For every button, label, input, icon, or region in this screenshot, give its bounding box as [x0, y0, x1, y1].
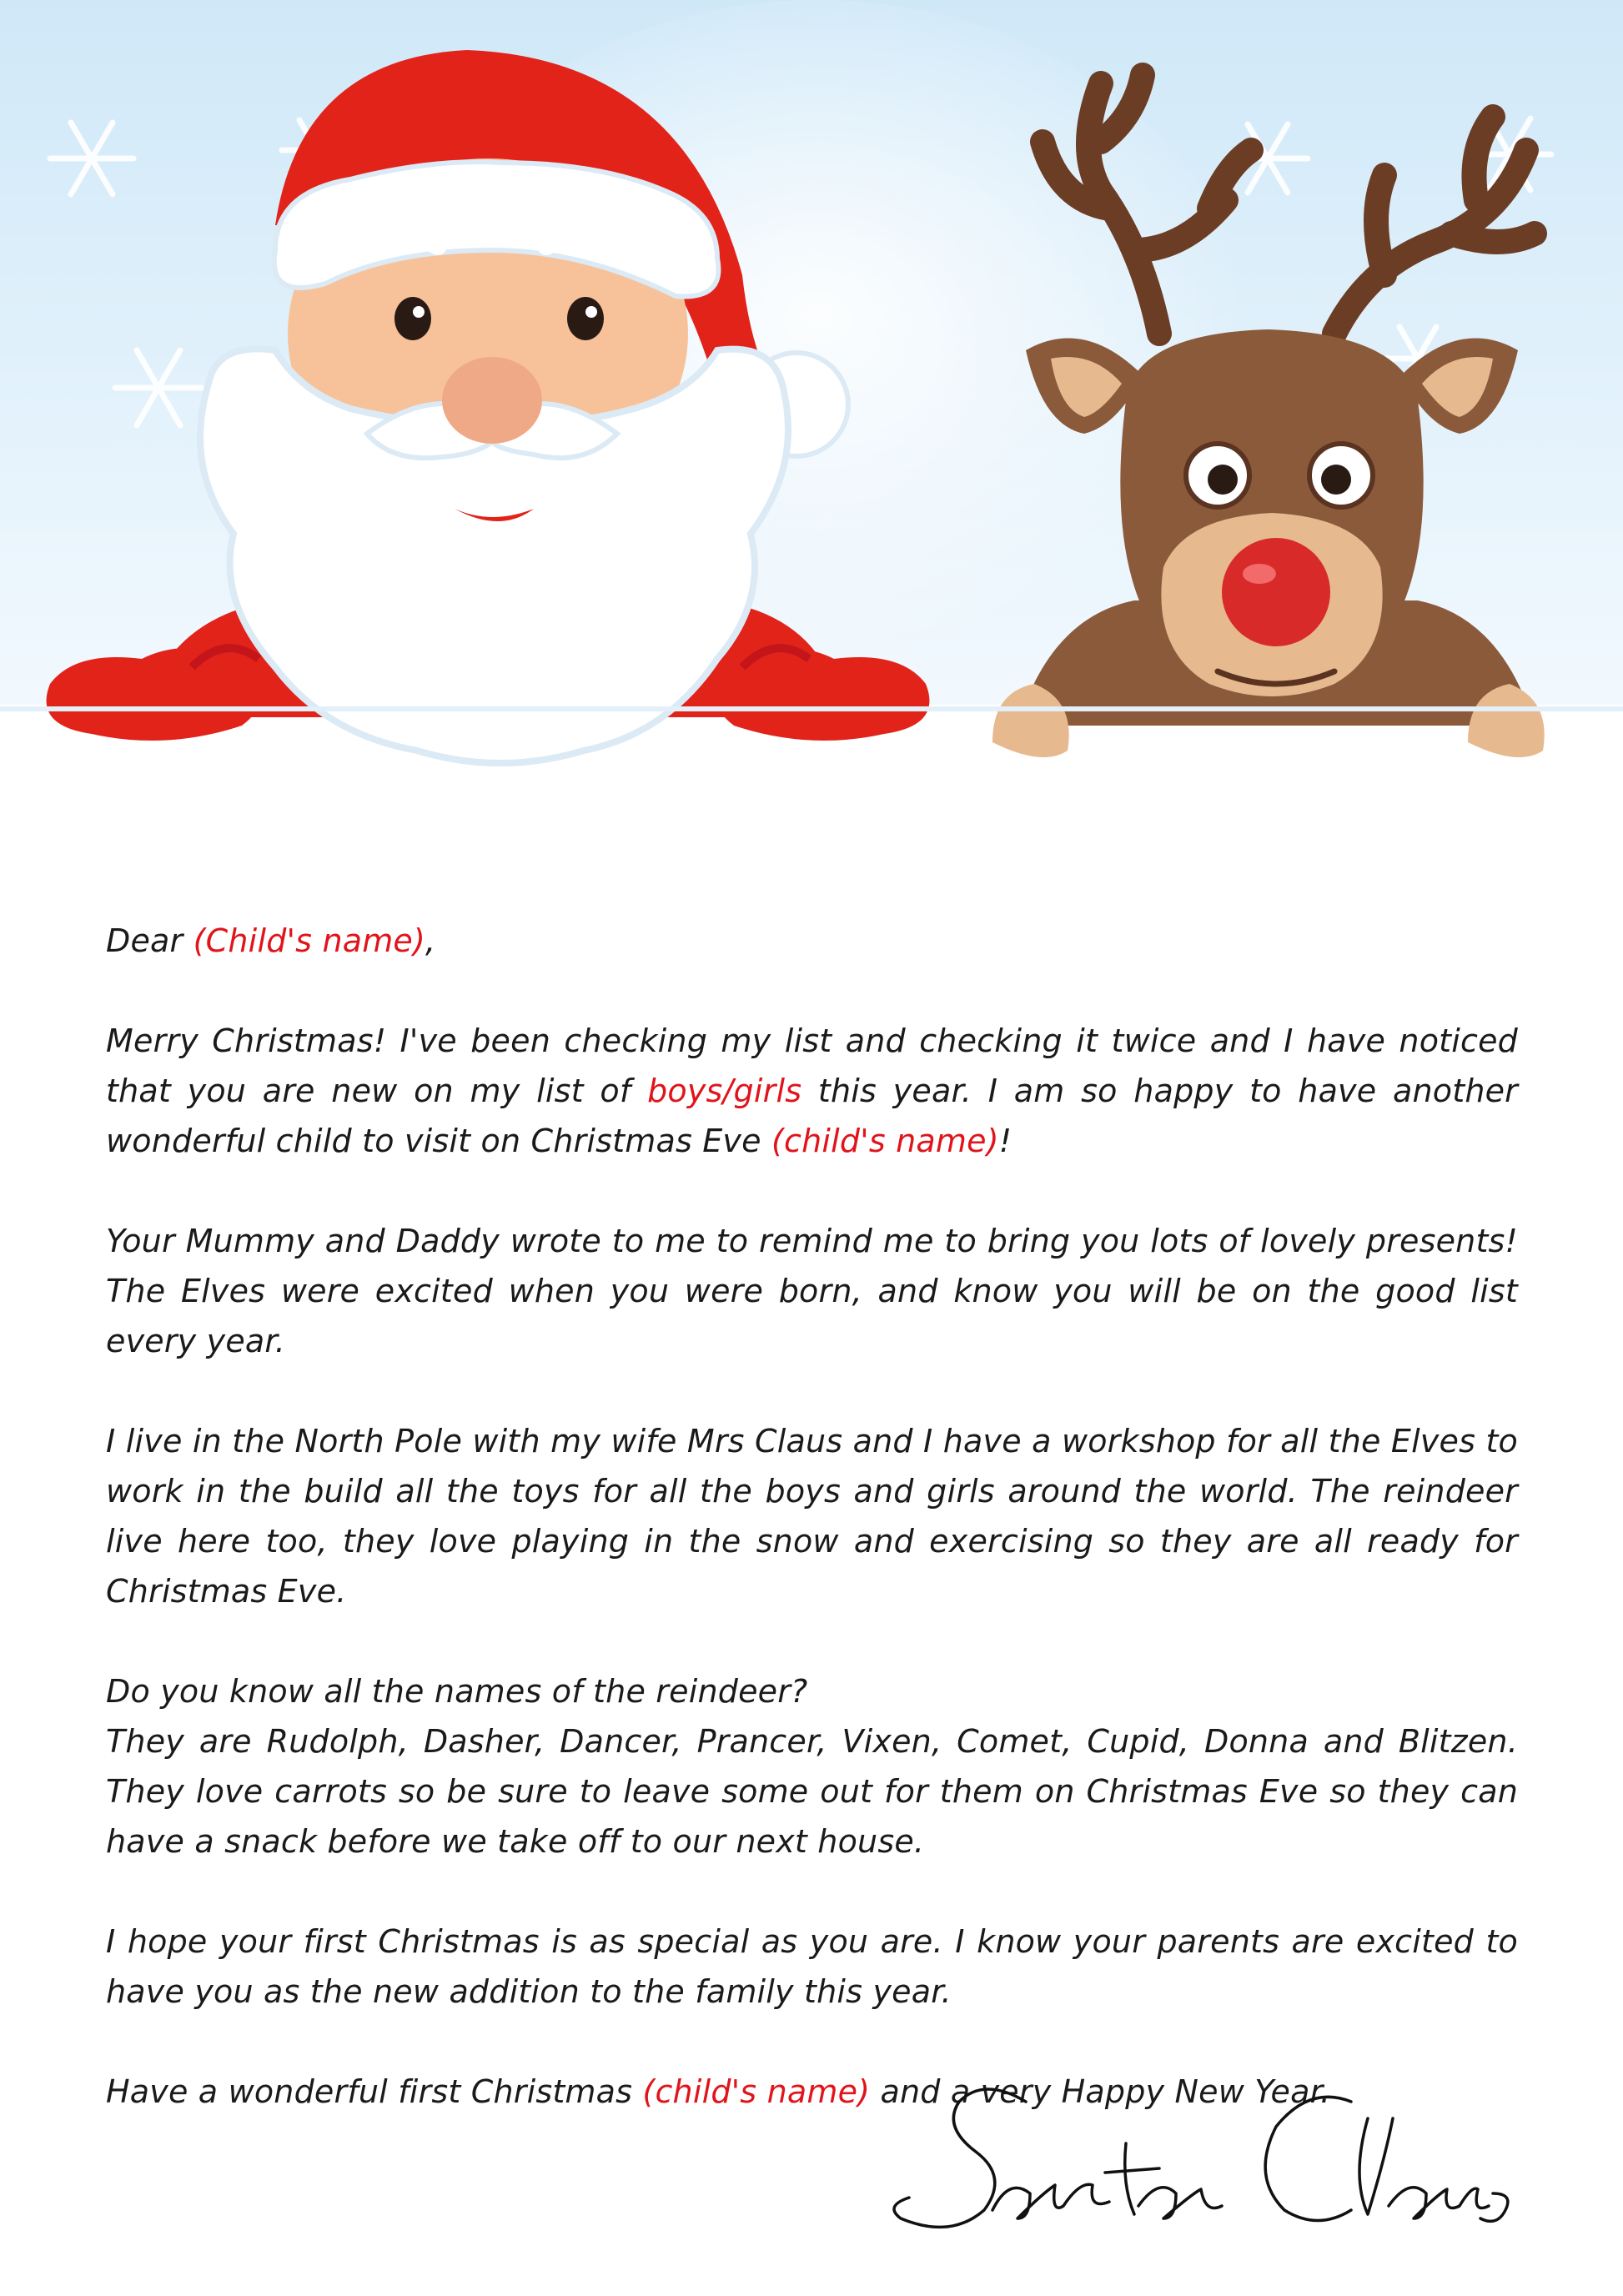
paragraph-5: I hope your first Christmas is as special as you are. I know your parents are excited to have you as the new addition to the family this year.: [106, 1923, 1518, 2010]
closing-line: Have a wonderful first Christmas (child's name) and a very Happy New Year.: [106, 2073, 1331, 2110]
paragraph-4-question: Do you know all the names of the reindeer?: [106, 1673, 808, 1710]
paragraph-4-body: They are Rudolph, Dasher, Dancer, Prancer, Vixen, Comet, Cupid, Donna and Blitzen. They love carrots so be sure to leave some out for them on Christmas Eve so they can have a snack before we take off to our next house.: [106, 1723, 1518, 1860]
child-name-placeholder: (Child's name): [193, 922, 426, 959]
paragraph-2: Your Mummy and Daddy wrote to me to remind me to bring you lots of lovely presents! The Elves were excited when you were born, and know you will be on the good list every year.: [106, 1223, 1518, 1359]
header-illustration: [0, 0, 1623, 842]
santa-signature: [884, 2068, 1518, 2252]
paragraph-3: I live in the North Pole with my wife Mrs Claus and I have a workshop for all the Elves to work in the build all the toys for all the boys and girls around the world. The reindeer live here too, they love playing in the snow and exercising so they are all ready for Christmas Eve.: [106, 1423, 1518, 1610]
letter-body: [106, 916, 1518, 2167]
boys-girls-placeholder: boys/girls: [647, 1073, 802, 1109]
child-name-placeholder: (child's name): [642, 2073, 871, 2110]
child-name-placeholder: (child's name): [771, 1123, 999, 1159]
paragraph-1: Merry Christmas! I've been checking my list and checking it twice and I have noticed that you are new on my list of boys/girls this year. I am so happy to have another wonderful child to visit on Christmas Eve (child's name)!: [106, 1022, 1519, 1159]
salutation: Dear (Child's name),: [106, 922, 436, 959]
